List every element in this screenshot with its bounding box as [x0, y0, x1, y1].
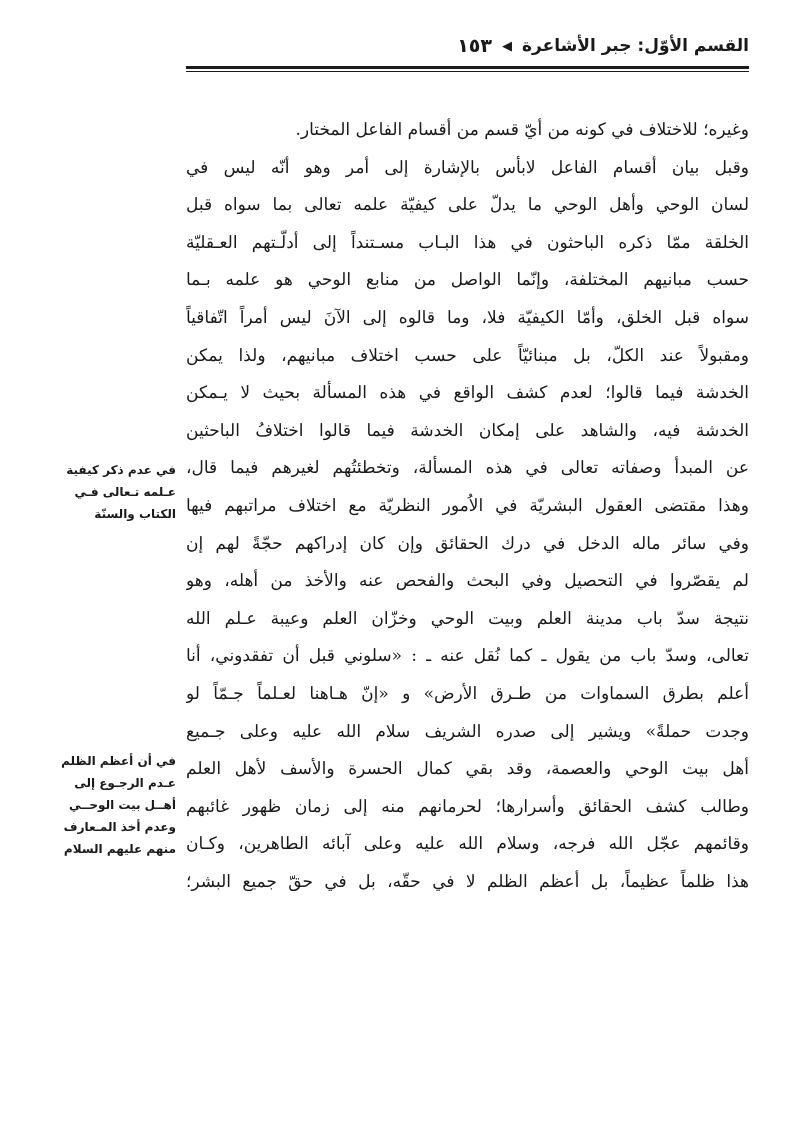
- text-line: أهل بيت الوحي والعصمة، وقد بقي كمال الحسرة والأسف لأهل العلم: [186, 759, 749, 780]
- margin-note-line: في عدم ذكر كيفية: [66, 463, 176, 477]
- text-line: لسان الوحي وأهل الوحي ما يدلّ على كيفيّة علمه تعالى بما سواه قبل: [186, 195, 749, 216]
- section-title: القسم الأوّل: جبر الأشاعرة: [521, 36, 749, 56]
- text-line: هذا ظلماً عظيماً، بل أعظم الظلم لا في حقّه، بل في حقّ جميع البشر؛: [186, 871, 749, 892]
- text-line: لم يقصّروا في التحصيل وفي البحث والفحص عنه والأخذ من أهله، وهو: [186, 571, 749, 592]
- text-line: تعالى، وسدّ باب من يقول ـ كما نُقل عنه ـ : «سلوني قبل أن تفقدوني، أنا: [186, 646, 749, 667]
- margin-note-line: أهــل بيت الوحــي: [69, 798, 176, 812]
- text-line: الخدشة فيما قالوا؛ لعدم كشف الواقع في هذه المسألة بحيث لا يـمكن: [186, 383, 749, 404]
- text-line: وقبل بيان أقسام الفاعل لابأس بالإشارة إلى أمر وهو أنّه ليس في: [186, 157, 749, 178]
- text-line: سواه قبل الخلق، وأمّا الكيفيّة فلا، وما قالوه إلى الآنَ ليس أمراً اتّفاقياً: [186, 307, 749, 328]
- text-line: وقائمهم عجّل الله فرجه، وسلام الله عليه وعلى آبائه الطاهرين، وكـان: [186, 834, 749, 855]
- text-line: الخلقة ممّا ذكره الباحثون في هذا البـاب مسـتنداً إلى أدلّـتهم العـقليّة: [186, 232, 749, 253]
- text-line: وفي سائر ماله الدخل في درك الحقائق وإن كان إدراكهم حجّةً لهم إن: [186, 533, 749, 554]
- margin-note-line: في أن أعظم الظلم: [61, 754, 176, 768]
- margin-note-knowledge: [60, 459, 176, 525]
- page-number: ١٥٣: [457, 35, 492, 57]
- text-line: أعلم بطرق السماوات من طـرق الأرض» و «إنّ هـاهنا لعـلماً جـمّاً لو: [186, 683, 749, 704]
- text-line: وغيره؛ للاختلاف في كونه من أيّ قسم من أقسام الفاعل المختار.: [295, 120, 749, 140]
- margin-note-line: عـدم الرجـوع إلى: [74, 776, 176, 790]
- text-line: الخدشة فيه، والشاهد على إمكان الخدشة فيما قالوا اختلافُ الباحثين: [186, 420, 749, 441]
- text-line: ومقبولاً عند الكلّ، بل مبنائيّاً على حسب اختلاف مبانيهم، ولذا يمكن: [186, 345, 749, 366]
- main-text: [186, 112, 749, 901]
- margin-note-injustice: [60, 750, 176, 860]
- text-line: نتيجة سدّ باب مدينة العلم وبيت الوحي وخزّان العلم وعيبة عـلم الله: [186, 608, 749, 629]
- running-header: [186, 28, 749, 64]
- header-rule-thick: [186, 66, 749, 69]
- margin-note-line: وعدم أخذ المـعارف: [63, 820, 176, 834]
- margin-note-line: الكتاب والسنّة: [94, 507, 176, 521]
- text-line: وجدت حملةً» ويشير إلى صدره الشريف سلام الله عليه وعلى جـميع: [186, 721, 749, 742]
- text-line: عن المبدأ وصفاته تعالى في هذه المسألة، وتخطئتُهم لغيرهم فيما قال،: [186, 458, 749, 479]
- text-line: وهذا مقتضى العقول البشريّة في الاُمور النظريّة مع اختلاف مراتبهم فيها: [186, 495, 749, 516]
- margin-note-line: منهم عليهم السلام: [63, 842, 176, 856]
- header-rule-thin: [186, 71, 749, 72]
- text-line: حسب مبانيهم المختلفة، وإنّما الواصل من منابع الوحي هو علمه بـما: [186, 270, 749, 291]
- margin-note-line: عـلمه تـعالى فـي: [74, 485, 176, 499]
- text-line: وطالب كشف الحقائق وأسرارها؛ لحرمانهم منه إلى زمان ظهور غائبهم: [186, 796, 749, 817]
- arrow-left-icon: ◀: [501, 38, 512, 54]
